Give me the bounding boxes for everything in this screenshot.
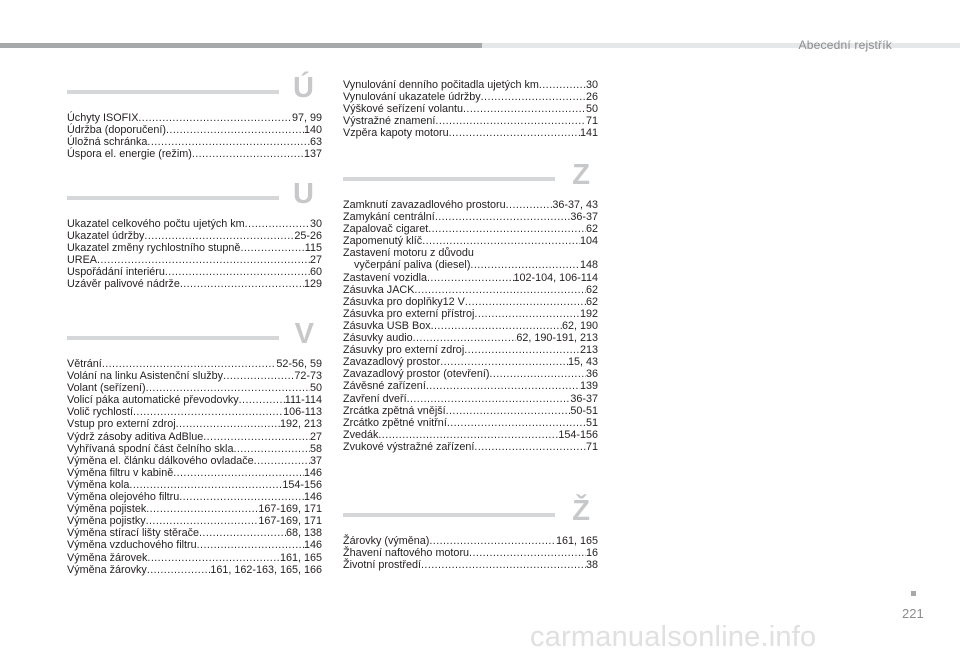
index-entry bbox=[343, 344, 598, 356]
index-entry bbox=[67, 370, 322, 382]
index-entry bbox=[67, 148, 322, 160]
entry-label: Zásuvky pro externí zdroj bbox=[343, 344, 465, 357]
entry-page-ref: 129 bbox=[303, 278, 322, 291]
dot-leader bbox=[240, 242, 304, 254]
dot-leader bbox=[223, 370, 294, 382]
dot-leader bbox=[147, 136, 310, 148]
entry-page-ref: 62, 190-191, 213 bbox=[516, 332, 598, 345]
dot-leader bbox=[144, 230, 294, 242]
dot-leader bbox=[469, 547, 586, 559]
entry-page-ref: 25-26 bbox=[294, 230, 322, 243]
index-entry bbox=[343, 368, 598, 380]
index-entry bbox=[343, 211, 598, 223]
section-rule bbox=[67, 196, 279, 200]
dot-leader bbox=[447, 417, 586, 429]
section-letter: U bbox=[293, 178, 314, 210]
index-entry bbox=[343, 284, 598, 296]
dot-leader bbox=[166, 124, 304, 136]
entry-label: Uspořádání interiéru bbox=[67, 266, 165, 279]
entry-page-ref: 26 bbox=[585, 91, 598, 104]
index-entry bbox=[67, 479, 322, 491]
entry-page-ref: 30 bbox=[309, 218, 322, 230]
entry-label: vyčerpání paliva (diesel) bbox=[354, 259, 471, 272]
dot-leader bbox=[428, 223, 586, 235]
entry-page-ref: 62 bbox=[585, 295, 598, 308]
index-entry bbox=[67, 394, 322, 406]
dot-leader bbox=[435, 211, 571, 223]
index-entry bbox=[343, 429, 598, 441]
dot-leader bbox=[199, 527, 286, 539]
dot-leader bbox=[146, 382, 310, 394]
dot-leader bbox=[239, 394, 285, 406]
dot-leader bbox=[97, 254, 310, 266]
index-entry bbox=[67, 124, 322, 136]
entry-label: Výměna žárovek bbox=[67, 551, 148, 564]
index-entry bbox=[67, 382, 322, 394]
entry-label: Vstup pro externí zdroj bbox=[67, 418, 176, 431]
dot-leader bbox=[173, 467, 304, 479]
entry-page-ref: 192, 213 bbox=[279, 418, 322, 431]
entry-label: Zásuvka pro doplňky12 V bbox=[343, 295, 465, 308]
entry-page-ref: 60 bbox=[309, 266, 322, 279]
dot-leader bbox=[146, 515, 259, 527]
entry-label: Výměna stírací lišty stěrače bbox=[67, 527, 200, 540]
index-section-v bbox=[67, 318, 322, 576]
entry-list bbox=[67, 112, 322, 160]
entry-page-ref: 38 bbox=[585, 559, 598, 572]
dot-leader bbox=[133, 406, 283, 418]
entry-label: Výměna el. článku dálkového ovladače bbox=[67, 454, 254, 467]
entry-page-ref: 102-104, 106-114 bbox=[513, 271, 598, 284]
entry-page-ref: 71 bbox=[585, 115, 598, 128]
entry-page-ref: 97, 99 bbox=[291, 112, 322, 124]
entry-label: Větrání bbox=[67, 358, 102, 370]
index-section-u bbox=[67, 178, 322, 291]
entry-page-ref: 104 bbox=[579, 235, 598, 248]
entry-page-ref: 16 bbox=[585, 547, 598, 560]
dot-leader bbox=[179, 491, 304, 503]
page-marker bbox=[911, 591, 916, 596]
entry-page-ref: 146 bbox=[303, 539, 322, 552]
index-entry bbox=[67, 406, 322, 418]
entry-page-ref: 51 bbox=[585, 416, 598, 429]
index-entry bbox=[67, 455, 322, 467]
entry-page-ref: 213 bbox=[579, 344, 598, 357]
dot-leader bbox=[465, 296, 586, 308]
index-entry bbox=[343, 405, 598, 417]
dot-leader bbox=[165, 266, 310, 278]
entry-page-ref: 63 bbox=[309, 136, 322, 149]
section-header bbox=[67, 178, 322, 220]
section-letter: Z bbox=[572, 159, 590, 191]
dot-leader bbox=[421, 559, 586, 571]
section-header bbox=[67, 72, 322, 114]
entry-page-ref: 62, 190 bbox=[561, 319, 598, 332]
index-entry bbox=[67, 254, 322, 266]
entry-label: Výškové seřízení volantu bbox=[343, 103, 464, 116]
entry-page-ref: 148 bbox=[579, 259, 598, 272]
entry-label: Zrcátko zpětné vnitřní bbox=[343, 416, 447, 429]
dot-leader bbox=[413, 332, 517, 344]
entry-page-ref: 36-37, 43 bbox=[552, 199, 598, 211]
index-entry bbox=[67, 552, 322, 564]
index-entry bbox=[67, 418, 322, 430]
dot-leader bbox=[197, 539, 304, 551]
entry-label: Výměna pojistek bbox=[67, 503, 147, 516]
dot-leader bbox=[435, 115, 586, 127]
dot-leader bbox=[464, 344, 580, 356]
dot-leader bbox=[470, 259, 580, 271]
entry-page-ref: 137 bbox=[303, 148, 322, 161]
dot-leader bbox=[474, 308, 580, 320]
dot-leader bbox=[481, 91, 586, 103]
entry-label: Závěsné zařízení bbox=[343, 380, 426, 393]
dot-leader bbox=[414, 284, 586, 296]
entry-page-ref: 161, 165 bbox=[555, 535, 598, 547]
entry-label: Zamknutí zavazadlového prostoru bbox=[343, 199, 506, 211]
entry-label: Zavření dveří bbox=[343, 392, 407, 405]
index-entry bbox=[343, 127, 598, 139]
page-number: 221 bbox=[902, 606, 924, 621]
entry-label: Zásuvky audio bbox=[343, 332, 413, 345]
entry-label: Výměna filtru v kabině bbox=[67, 466, 174, 479]
index-entry bbox=[67, 242, 322, 254]
index-entry bbox=[67, 491, 322, 503]
dot-leader bbox=[233, 443, 310, 455]
entry-label: Zastavení vozidla bbox=[343, 271, 428, 284]
dot-leader bbox=[147, 552, 280, 564]
section-rule bbox=[67, 336, 279, 340]
entry-page-ref: 140 bbox=[303, 124, 322, 137]
dot-leader bbox=[449, 127, 580, 139]
entry-page-ref: 106-113 bbox=[283, 406, 322, 419]
entry-page-ref: 36-37 bbox=[570, 392, 598, 405]
dot-leader bbox=[180, 278, 304, 290]
index-entry bbox=[67, 564, 322, 576]
entry-label: Úchyty ISOFIX bbox=[67, 112, 139, 124]
index-entry bbox=[343, 103, 598, 115]
entry-label: Uzávěr palivové nádrže bbox=[67, 278, 180, 291]
dot-leader bbox=[378, 429, 558, 441]
entry-page-ref: 111-114 bbox=[284, 394, 322, 407]
entry-page-ref: 50-51 bbox=[570, 404, 598, 417]
index-entry bbox=[343, 296, 598, 308]
entry-label: Vzpěra kapoty motoru bbox=[343, 127, 449, 140]
entry-page-ref: 167-169, 171 bbox=[258, 503, 322, 516]
dot-leader bbox=[427, 272, 514, 284]
entry-label: Úspora el. energie (režim) bbox=[67, 148, 192, 161]
entry-label: Výměna kola bbox=[67, 478, 130, 491]
index-section-u-acute bbox=[67, 72, 322, 161]
dot-leader bbox=[129, 479, 282, 491]
dot-leader bbox=[431, 320, 562, 332]
entry-page-ref: 15, 43 bbox=[567, 356, 598, 369]
entry-label: Žhavení naftového motoru bbox=[343, 547, 470, 560]
entry-page-ref: 36-37 bbox=[570, 211, 598, 224]
entry-page-ref: 68, 138 bbox=[285, 527, 322, 540]
index-entry bbox=[67, 527, 322, 539]
entry-page-ref: 72-73 bbox=[294, 370, 322, 383]
entry-page-ref: 62 bbox=[585, 223, 598, 236]
index-entry bbox=[343, 223, 598, 235]
page-header-title: Abecední rejstřík bbox=[798, 38, 892, 52]
entry-label: Úložná schránka bbox=[67, 136, 148, 149]
entry-label: Zapalovač cigaret bbox=[343, 223, 429, 236]
entry-list bbox=[67, 218, 322, 291]
entry-page-ref: 192 bbox=[579, 307, 598, 320]
entry-page-ref: 30 bbox=[585, 79, 598, 91]
index-entry bbox=[67, 136, 322, 148]
index-entry bbox=[343, 259, 598, 271]
entry-page-ref: 154-156 bbox=[282, 478, 322, 491]
index-entry bbox=[343, 308, 598, 320]
section-header bbox=[343, 495, 598, 537]
index-entry bbox=[67, 278, 322, 290]
index-section-v-continued bbox=[343, 79, 598, 139]
entry-list bbox=[67, 358, 322, 576]
index-entry bbox=[343, 320, 598, 332]
entry-label: Vyhřívaná spodní část čelního skla bbox=[67, 442, 234, 455]
entry-label: Volant (seřízení) bbox=[67, 382, 146, 395]
section-rule bbox=[343, 177, 555, 181]
entry-page-ref: 37 bbox=[309, 454, 322, 467]
dot-leader bbox=[463, 103, 586, 115]
index-entry bbox=[343, 91, 598, 103]
entry-page-ref: 139 bbox=[579, 380, 598, 393]
section-rule bbox=[67, 90, 279, 94]
entry-label: Zavazadlový prostor (otevření) bbox=[343, 368, 490, 381]
dot-leader bbox=[422, 235, 580, 247]
index-entry bbox=[343, 235, 598, 247]
index-entry bbox=[67, 467, 322, 479]
entry-label: Zapomenutý klíč bbox=[343, 235, 423, 248]
entry-label: Zásuvka USB Box bbox=[343, 319, 431, 332]
dot-leader bbox=[147, 564, 211, 576]
index-entry bbox=[343, 332, 598, 344]
entry-label: Zásuvka JACK bbox=[343, 283, 415, 296]
dot-leader bbox=[254, 455, 310, 467]
watermark: carmanualsonline.info bbox=[530, 621, 817, 653]
entry-label: Výměna žárovky bbox=[67, 563, 147, 576]
section-header bbox=[67, 318, 322, 360]
entry-list bbox=[343, 199, 598, 453]
entry-page-ref: 50 bbox=[585, 103, 598, 116]
entry-label: UREA bbox=[67, 254, 97, 267]
section-letter: Ú bbox=[293, 72, 314, 104]
index-entry bbox=[343, 79, 598, 91]
index-entry bbox=[67, 431, 322, 443]
header-rule-dark bbox=[0, 43, 482, 48]
entry-label: Zvedák bbox=[343, 428, 379, 441]
entry-label: Ukazatel údržby bbox=[67, 230, 145, 243]
entry-label: Zvukové výstražné zařízení bbox=[343, 440, 475, 453]
entry-page-ref: 58 bbox=[309, 442, 322, 455]
entry-page-ref: 146 bbox=[303, 466, 322, 479]
entry-label: Výměna olejového filtru bbox=[67, 491, 180, 504]
entry-label: Zásuvka pro externí přístroj bbox=[343, 307, 475, 320]
entry-page-ref: 115 bbox=[304, 242, 322, 255]
entry-page-ref: 36 bbox=[585, 368, 598, 381]
entry-label: Volič rychlostí bbox=[67, 406, 134, 419]
index-entry bbox=[343, 441, 598, 453]
dot-leader bbox=[176, 418, 280, 430]
entry-label: Zavazadlový prostor bbox=[343, 356, 441, 369]
index-entry bbox=[67, 266, 322, 278]
entry-label: Zrcátka zpětná vnější bbox=[343, 404, 446, 417]
index-entry bbox=[67, 503, 322, 515]
section-header bbox=[343, 159, 598, 201]
entry-label: Vynulování denního počitadla ujetých km bbox=[343, 79, 539, 91]
dot-leader bbox=[146, 503, 258, 515]
entry-label: Údržba (doporučení) bbox=[67, 124, 167, 137]
index-entry bbox=[67, 515, 322, 527]
entry-page-ref: 27 bbox=[309, 430, 322, 443]
entry-page-ref: 154-156 bbox=[558, 428, 598, 441]
entry-label: Zamykání centrální bbox=[343, 211, 435, 224]
index-section-z-caron bbox=[343, 495, 598, 572]
entry-label: Žárovky (výměna) bbox=[343, 535, 430, 547]
entry-list bbox=[343, 535, 598, 571]
entry-label: Vynulování ukazatele údržby bbox=[343, 91, 481, 104]
index-entry bbox=[343, 393, 598, 405]
index-entry bbox=[343, 417, 598, 429]
entry-page-ref: 141 bbox=[579, 127, 598, 140]
section-rule bbox=[343, 513, 555, 517]
index-entry bbox=[67, 443, 322, 455]
dot-leader bbox=[192, 148, 304, 160]
entry-label: Zastavení motoru z důvodu bbox=[343, 247, 474, 260]
dot-leader bbox=[489, 368, 586, 380]
entry-page-ref: 62 bbox=[585, 283, 598, 296]
section-letter: V bbox=[294, 318, 314, 350]
index-entry bbox=[343, 247, 598, 259]
entry-label: Životní prostředí bbox=[343, 559, 422, 572]
entry-label: Výdrž zásoby aditiva AdBlue bbox=[67, 430, 204, 443]
index-entry bbox=[343, 380, 598, 392]
dot-leader bbox=[440, 356, 568, 368]
entry-page-ref: 146 bbox=[303, 491, 322, 504]
index-entry bbox=[67, 539, 322, 551]
entry-page-ref: 71 bbox=[585, 440, 598, 453]
entry-page-ref: 52-56, 59 bbox=[276, 358, 322, 370]
dot-leader bbox=[426, 380, 580, 392]
index-entry bbox=[343, 547, 598, 559]
dot-leader bbox=[474, 441, 586, 453]
index-entry bbox=[343, 559, 598, 571]
index-entry bbox=[343, 115, 598, 127]
entry-label: Ukazatel změny rychlostního stupně bbox=[67, 242, 241, 255]
dot-leader bbox=[539, 79, 586, 91]
entry-list bbox=[343, 79, 598, 139]
entry-label: Výměna vzduchového filtru bbox=[67, 539, 197, 552]
entry-label: Výstražné znamení bbox=[343, 115, 436, 128]
dot-leader bbox=[203, 431, 310, 443]
entry-page-ref: 161, 165 bbox=[279, 551, 322, 564]
index-section-z bbox=[343, 159, 598, 453]
entry-label: Výměna pojistky bbox=[67, 515, 146, 528]
entry-page-ref: 161, 162-163, 165, 166 bbox=[210, 563, 322, 576]
entry-page-ref: 167-169, 171 bbox=[258, 515, 322, 528]
entry-label: Volání na linku Asistenční služby bbox=[67, 370, 224, 383]
index-entry bbox=[343, 272, 598, 284]
entry-label: Ukazatel celkového počtu ujetých km bbox=[67, 218, 245, 230]
entry-label: Volicí páka automatické převodovky bbox=[67, 394, 239, 407]
dot-leader bbox=[446, 405, 571, 417]
entry-page-ref: 27 bbox=[309, 254, 322, 267]
index-entry bbox=[67, 230, 322, 242]
index-entry bbox=[343, 356, 598, 368]
dot-leader bbox=[407, 393, 571, 405]
entry-page-ref: 50 bbox=[309, 382, 322, 395]
section-letter: Ž bbox=[572, 495, 590, 527]
